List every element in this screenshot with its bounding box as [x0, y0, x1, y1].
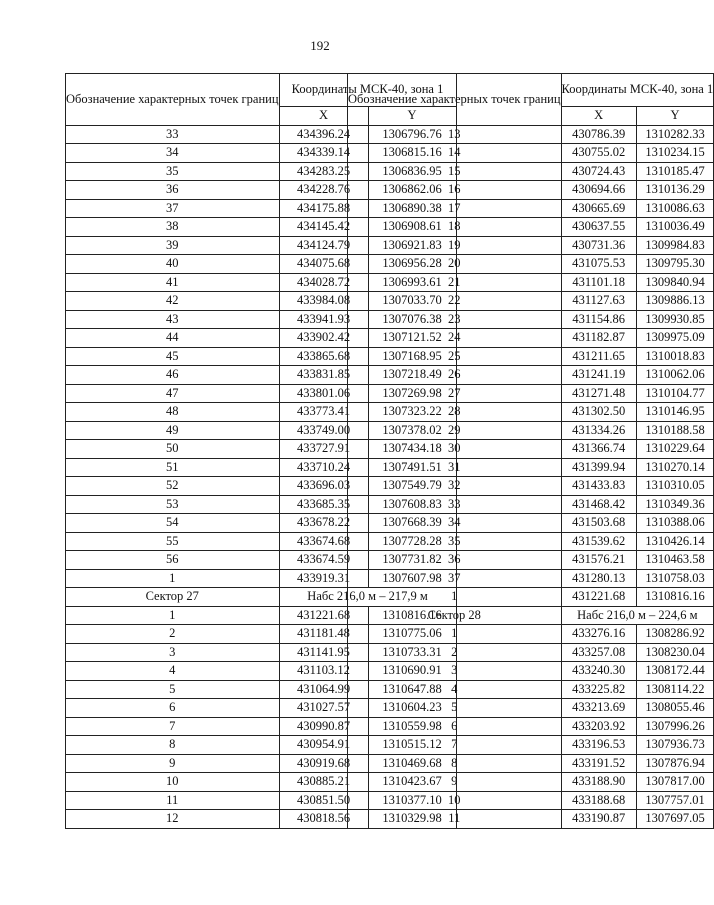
point-number: 8	[348, 754, 562, 773]
table-row	[348, 754, 714, 773]
point-number: 23	[348, 310, 562, 329]
y-coordinate: 1308055.46	[636, 699, 713, 718]
x-coordinate: 431271.48	[561, 384, 636, 403]
point-number: 2	[66, 625, 280, 644]
y-coordinate: 1310647.88	[368, 680, 456, 699]
point-number: 31	[348, 458, 562, 477]
x-coordinate: 431211.65	[561, 347, 636, 366]
x-coordinate: 431576.21	[561, 551, 636, 570]
x-coordinate: 433902.42	[279, 329, 368, 348]
y-coordinate: 1306921.83	[368, 236, 456, 255]
y-coordinate: 1307608.83	[368, 495, 456, 514]
point-number: 44	[66, 329, 280, 348]
y-coordinate: 1310018.83	[636, 347, 713, 366]
point-number: 6	[348, 717, 562, 736]
x-coordinate: 433831.85	[279, 366, 368, 385]
y-coordinate: 1310282.33	[636, 125, 713, 144]
y-coordinate: 1309795.30	[636, 255, 713, 274]
x-coordinate: 430919.68	[279, 754, 368, 773]
x-coordinate: 431366.74	[561, 440, 636, 459]
table-row	[348, 625, 714, 644]
coordinates-header: Координаты МСК-40, зона 1	[279, 74, 456, 107]
point-number: 2	[348, 643, 562, 662]
point-number: 35	[66, 162, 280, 181]
y-coordinate: 1310229.64	[636, 440, 713, 459]
x-coordinate: 434396.24	[279, 125, 368, 144]
x-coordinate: 430885.21	[279, 773, 368, 792]
y-coordinate: 1308230.04	[636, 643, 713, 662]
y-coordinate: 1307731.82	[368, 551, 456, 570]
x-coordinate: 433727.91	[279, 440, 368, 459]
y-coordinate: 1306908.61	[368, 218, 456, 237]
point-number: 20	[348, 255, 562, 274]
y-coordinate: 1307996.26	[636, 717, 713, 736]
x-coordinate: 431280.13	[561, 569, 636, 588]
x-coordinate: 430731.36	[561, 236, 636, 255]
point-number: 16	[348, 181, 562, 200]
point-number: 35	[348, 532, 562, 551]
y-coordinate: 1307607.98	[368, 569, 456, 588]
x-coordinate: 433674.68	[279, 532, 368, 551]
y-coordinate: 1310146.95	[636, 403, 713, 422]
point-number: 7	[66, 717, 280, 736]
x-coordinate: 431127.63	[561, 292, 636, 311]
x-coordinate: 433191.52	[561, 754, 636, 773]
y-coordinate: 1310086.63	[636, 199, 713, 218]
point-number: 3	[348, 662, 562, 681]
table-row	[348, 144, 714, 163]
point-number: 30	[348, 440, 562, 459]
y-coordinate: 1310349.36	[636, 495, 713, 514]
x-coordinate: 431064.99	[279, 680, 368, 699]
table-row	[348, 292, 714, 311]
y-coordinate: 1310185.47	[636, 162, 713, 181]
table-row	[348, 643, 714, 662]
x-coordinate: 431101.18	[561, 273, 636, 292]
x-coordinate: 433196.53	[561, 736, 636, 755]
x-coordinate: 430637.55	[561, 218, 636, 237]
y-coordinate: 1308172.44	[636, 662, 713, 681]
x-coordinate: 433801.06	[279, 384, 368, 403]
point-number: 50	[66, 440, 280, 459]
point-number: 36	[348, 551, 562, 570]
y-coordinate: 1309984.83	[636, 236, 713, 255]
table-row	[348, 199, 714, 218]
y-coordinate: 1307269.98	[368, 384, 456, 403]
x-coordinate: 431027.57	[279, 699, 368, 718]
x-header: X	[561, 107, 636, 126]
table-row	[348, 403, 714, 422]
y-coordinate: 1307697.05	[636, 810, 713, 829]
point-number: 1	[348, 588, 562, 607]
y-coordinate: 1307491.51	[368, 458, 456, 477]
page-number: 192	[310, 38, 330, 53]
x-coordinate: 430954.91	[279, 736, 368, 755]
point-number: 22	[348, 292, 562, 311]
y-coordinate: 1307218.49	[368, 366, 456, 385]
x-coordinate: 433696.03	[279, 477, 368, 496]
x-coordinate: 434339.14	[279, 144, 368, 163]
point-number: 47	[66, 384, 280, 403]
table-row	[348, 551, 714, 570]
table-row	[348, 162, 714, 181]
point-number: 4	[66, 662, 280, 681]
y-coordinate: 1307121.52	[368, 329, 456, 348]
x-coordinate: 434228.76	[279, 181, 368, 200]
x-coordinate: 431241.19	[561, 366, 636, 385]
x-coordinate: 430786.39	[561, 125, 636, 144]
y-coordinate: 1310816.16	[636, 588, 713, 607]
table-row	[348, 458, 714, 477]
table-row	[348, 791, 714, 810]
y-coordinate: 1307168.95	[368, 347, 456, 366]
x-coordinate: 433190.87	[561, 810, 636, 829]
point-number: 29	[348, 421, 562, 440]
y-coordinate: 1308114.22	[636, 680, 713, 699]
table-row	[348, 347, 714, 366]
table-row	[348, 273, 714, 292]
x-coordinate: 433919.31	[279, 569, 368, 588]
x-coordinate: 431468.42	[561, 495, 636, 514]
table-row	[348, 366, 714, 385]
y-coordinate: 1306956.28	[368, 255, 456, 274]
table-row	[348, 310, 714, 329]
point-number: 55	[66, 532, 280, 551]
y-coordinate: 1307757.01	[636, 791, 713, 810]
point-number: 8	[66, 736, 280, 755]
point-number: 42	[66, 292, 280, 311]
x-coordinate: 433941.93	[279, 310, 368, 329]
point-number: 1	[66, 569, 280, 588]
table-row	[348, 569, 714, 588]
x-coordinate: 433188.90	[561, 773, 636, 792]
table-row	[348, 440, 714, 459]
point-number: 7	[348, 736, 562, 755]
y-coordinate: 1310775.06	[368, 625, 456, 644]
elevation-range: Набс 216,0 м – 217,9 м	[279, 588, 456, 607]
point-number: 11	[348, 810, 562, 829]
y-coordinate: 1306815.16	[368, 144, 456, 163]
table-row	[348, 514, 714, 533]
point-number: 10	[66, 773, 280, 792]
table-row	[348, 181, 714, 200]
y-coordinate: 1310515.12	[368, 736, 456, 755]
point-number: 27	[348, 384, 562, 403]
x-coordinate: 431182.87	[561, 329, 636, 348]
point-number: 5	[348, 699, 562, 718]
point-number: 28	[348, 403, 562, 422]
point-number: 17	[348, 199, 562, 218]
point-number: 37	[348, 569, 562, 588]
x-coordinate: 431433.83	[561, 477, 636, 496]
point-number: 1	[66, 606, 280, 625]
point-number: 5	[66, 680, 280, 699]
point-number: 4	[348, 680, 562, 699]
x-coordinate: 431221.68	[279, 606, 368, 625]
y-coordinate: 1307378.02	[368, 421, 456, 440]
point-number: 6	[66, 699, 280, 718]
x-coordinate: 433203.92	[561, 717, 636, 736]
x-coordinate: 434075.68	[279, 255, 368, 274]
x-coordinate: 433213.69	[561, 699, 636, 718]
x-coordinate: 433188.68	[561, 791, 636, 810]
x-coordinate: 433865.68	[279, 347, 368, 366]
x-coordinate: 433984.08	[279, 292, 368, 311]
y-coordinate: 1307728.28	[368, 532, 456, 551]
y-coordinate: 1310188.58	[636, 421, 713, 440]
point-number: 11	[66, 791, 280, 810]
x-header: X	[279, 107, 368, 126]
table-row	[348, 421, 714, 440]
y-coordinate: 1310234.15	[636, 144, 713, 163]
x-coordinate: 431221.68	[561, 588, 636, 607]
y-coordinate: 1310036.49	[636, 218, 713, 237]
point-number: 40	[66, 255, 280, 274]
y-coordinate: 1310733.31	[368, 643, 456, 662]
y-coordinate: 1310062.06	[636, 366, 713, 385]
y-coordinate: 1307549.79	[368, 477, 456, 496]
x-coordinate: 433276.16	[561, 625, 636, 644]
x-coordinate: 433685.35	[279, 495, 368, 514]
table-row	[348, 477, 714, 496]
point-designation-header: Обозначение характерных точек границ	[66, 74, 280, 126]
table-row	[348, 773, 714, 792]
table-row	[348, 717, 714, 736]
x-coordinate: 430851.50	[279, 791, 368, 810]
y-coordinate: 1310816.16	[368, 606, 456, 625]
point-number: 45	[66, 347, 280, 366]
y-coordinate: 1310463.58	[636, 551, 713, 570]
point-number: 53	[66, 495, 280, 514]
y-coordinate: 1307076.38	[368, 310, 456, 329]
x-coordinate: 434175.88	[279, 199, 368, 218]
point-number: 33	[348, 495, 562, 514]
y-coordinate: 1310423.67	[368, 773, 456, 792]
point-number: 52	[66, 477, 280, 496]
point-number: 49	[66, 421, 280, 440]
x-coordinate: 431399.94	[561, 458, 636, 477]
point-number: 36	[66, 181, 280, 200]
x-coordinate: 431334.26	[561, 421, 636, 440]
point-number: 39	[66, 236, 280, 255]
point-number: 37	[66, 199, 280, 218]
x-coordinate: 431181.48	[279, 625, 368, 644]
x-coordinate: 431075.53	[561, 255, 636, 274]
y-coordinate: 1310426.14	[636, 532, 713, 551]
point-number: 9	[66, 754, 280, 773]
point-number: 9	[348, 773, 562, 792]
x-coordinate: 433674.59	[279, 551, 368, 570]
x-coordinate: 431302.50	[561, 403, 636, 422]
y-coordinate: 1310690.91	[368, 662, 456, 681]
x-coordinate: 434028.72	[279, 273, 368, 292]
y-coordinate: 1306836.95	[368, 162, 456, 181]
x-coordinate: 431154.86	[561, 310, 636, 329]
table-row	[348, 810, 714, 829]
table-row	[348, 699, 714, 718]
x-coordinate: 430665.69	[561, 199, 636, 218]
y-coordinate: 1310604.23	[368, 699, 456, 718]
coordinates-table-right	[347, 73, 714, 829]
y-coordinate: 1310136.29	[636, 181, 713, 200]
point-number: 13	[348, 125, 562, 144]
x-coordinate: 433773.41	[279, 403, 368, 422]
x-coordinate: 430990.87	[279, 717, 368, 736]
table-row	[348, 255, 714, 274]
table-row	[348, 588, 714, 607]
point-number: 15	[348, 162, 562, 181]
point-number: 18	[348, 218, 562, 237]
x-coordinate: 431503.68	[561, 514, 636, 533]
x-coordinate: 430724.43	[561, 162, 636, 181]
y-coordinate: 1306993.61	[368, 273, 456, 292]
point-number: 21	[348, 273, 562, 292]
y-coordinate: 1310329.98	[368, 810, 456, 829]
y-coordinate: 1307668.39	[368, 514, 456, 533]
elevation-range: Набс 216,0 м – 224,6 м	[561, 606, 714, 625]
y-coordinate: 1310104.77	[636, 384, 713, 403]
table-row	[348, 218, 714, 237]
y-coordinate: 1310469.68	[368, 754, 456, 773]
point-number: 46	[66, 366, 280, 385]
table-row	[348, 680, 714, 699]
x-coordinate: 434283.25	[279, 162, 368, 181]
point-number: 10	[348, 791, 562, 810]
y-coordinate: 1309930.85	[636, 310, 713, 329]
x-coordinate: 433240.30	[561, 662, 636, 681]
x-coordinate: 433678.22	[279, 514, 368, 533]
y-coordinate: 1310377.10	[368, 791, 456, 810]
y-coordinate: 1310559.98	[368, 717, 456, 736]
y-coordinate: 1310388.06	[636, 514, 713, 533]
point-number: 34	[348, 514, 562, 533]
x-coordinate: 434145.42	[279, 218, 368, 237]
x-coordinate: 433225.82	[561, 680, 636, 699]
y-coordinate: 1307817.00	[636, 773, 713, 792]
point-number: 34	[66, 144, 280, 163]
y-coordinate: 1310758.03	[636, 569, 713, 588]
y-header: Y	[636, 107, 713, 126]
table-row	[348, 384, 714, 403]
y-coordinate: 1309975.09	[636, 329, 713, 348]
x-coordinate: 433710.24	[279, 458, 368, 477]
point-number: 51	[66, 458, 280, 477]
x-coordinate: 431539.62	[561, 532, 636, 551]
table-row	[348, 532, 714, 551]
y-coordinate: 1306890.38	[368, 199, 456, 218]
y-coordinate: 1309840.94	[636, 273, 713, 292]
point-number: 24	[348, 329, 562, 348]
table-row	[348, 495, 714, 514]
point-number: 41	[66, 273, 280, 292]
point-number: 26	[348, 366, 562, 385]
point-designation-header: Обозначение характерных точек границ	[348, 74, 562, 126]
point-number: 1	[348, 625, 562, 644]
y-coordinate: 1306796.76	[368, 125, 456, 144]
y-coordinate: 1310270.14	[636, 458, 713, 477]
point-number: 33	[66, 125, 280, 144]
x-coordinate: 430818.56	[279, 810, 368, 829]
point-number: 43	[66, 310, 280, 329]
x-coordinate: 433749.00	[279, 421, 368, 440]
y-coordinate: 1307434.18	[368, 440, 456, 459]
point-number: 14	[348, 144, 562, 163]
coordinates-header: Координаты МСК-40, зона 1	[561, 74, 714, 107]
y-header: Y	[368, 107, 456, 126]
table-row	[348, 236, 714, 255]
point-number: 38	[66, 218, 280, 237]
point-number: 48	[66, 403, 280, 422]
table-row	[348, 736, 714, 755]
table-header-row	[348, 74, 714, 107]
sector-label: Сектор 28	[348, 606, 562, 625]
point-number: 25	[348, 347, 562, 366]
y-coordinate: 1307323.22	[368, 403, 456, 422]
x-coordinate: 434124.79	[279, 236, 368, 255]
table-row	[348, 662, 714, 681]
x-coordinate: 431141.95	[279, 643, 368, 662]
point-number: 12	[66, 810, 280, 829]
y-coordinate: 1308286.92	[636, 625, 713, 644]
table-row	[348, 329, 714, 348]
y-coordinate: 1307033.70	[368, 292, 456, 311]
point-number: 32	[348, 477, 562, 496]
x-coordinate: 430694.66	[561, 181, 636, 200]
x-coordinate: 431103.12	[279, 662, 368, 681]
y-coordinate: 1307936.73	[636, 736, 713, 755]
point-number: 54	[66, 514, 280, 533]
y-coordinate: 1309886.13	[636, 292, 713, 311]
y-coordinate: 1310310.05	[636, 477, 713, 496]
table-row	[348, 125, 714, 144]
y-coordinate: 1307876.94	[636, 754, 713, 773]
y-coordinate: 1306862.06	[368, 181, 456, 200]
point-number: 56	[66, 551, 280, 570]
x-coordinate: 430755.02	[561, 144, 636, 163]
sector-row	[348, 606, 714, 625]
sector-label: Сектор 27	[66, 588, 280, 607]
x-coordinate: 433257.08	[561, 643, 636, 662]
point-number: 3	[66, 643, 280, 662]
point-number: 19	[348, 236, 562, 255]
